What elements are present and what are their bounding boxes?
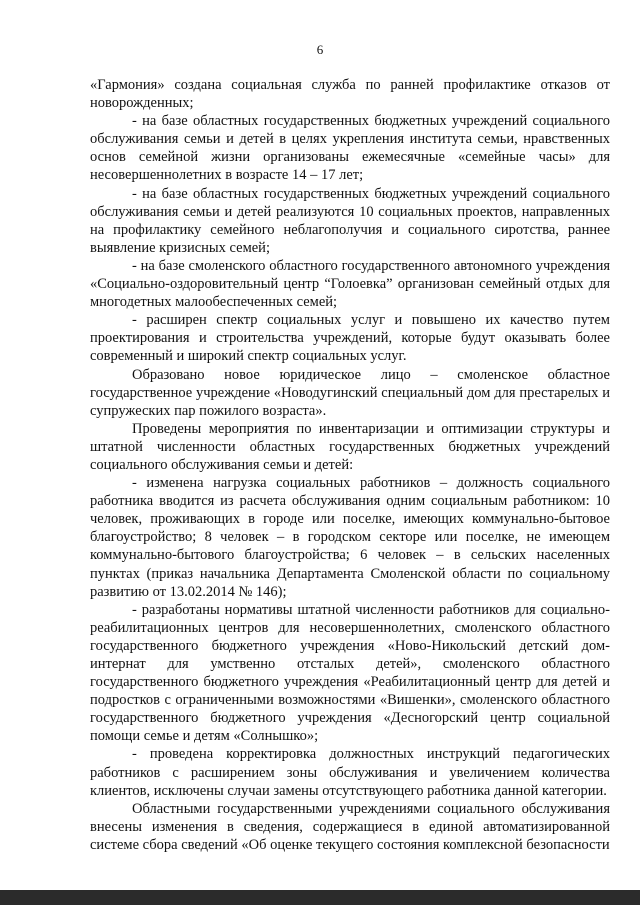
paragraph-workload-change: - изменена нагрузка социальных работников – должность социального работника вводится из расчета обслуживания одним социальным работником: 10 человек, проживающих в городе или поселке, имеющих коммунально-бытовое благоустройство; 8 человек – в городском секторе или поселке, не имеющем коммунально-бытового благоустройства; 6 человек – в сельских населенных пунктах (приказ начальника Департамента Смоленской области по социальному развитию от 13.02.2014 № 146); (90, 475, 610, 600)
paragraph-service-expansion: - расширен спектр социальных услуг и повышено их качество путем проектирования и строительства учреждений, которые будут оказывать более современный и широкий спектр социальных услуг. (90, 312, 610, 365)
paragraph-family-rest: - на базе смоленского областного государственного автономного учреждения «Социально-оздоровительный центр “Голоевка” организован семейный отдых для многодетных малообеспеченных семей; (90, 257, 610, 311)
paragraph-social-projects: - на базе областных государственных бюджетных учреждений социального обслуживания семьи и детей реализуются 10 социальных проектов, направленных на профилактику семейного неблагополучия и социального сиротства, раннее выявление кризисных семей; (90, 185, 610, 256)
paragraph-safety-system: Областными государственными учреждениями социального обслуживания внесены изменения в сведения, содержащиеся в единой автоматизированной системе сбора сведений «Об оценке текущего состояния комплексной безопасности (90, 800, 610, 853)
paragraph-job-instructions: - проведена корректировка должностных инструкций педагогических работников с расширением зоны обслуживания и увеличением количества клиентов, исключены случаи замены отсутствующего работника данной категории. (90, 746, 610, 799)
paragraph-staffing-norms: - разработаны нормативы штатной численности работников для социально-реабилитационных центров для несовершеннолетних, смоленского областного государственного бюджетного учреждения «Ново-Никольский детский дом-интернат для умственно отсталых детей», смоленского областного государственного бюджетного учреждения «Реабилитационный центр для детей и подростков с ограниченными возможностями «Вишенки», смоленского областного государственного бюджетного учреждения «Десногорский центр социальной помощи семье и детям «Солнышко»; (90, 601, 610, 745)
paragraph-family-hours: - на базе областных государственных бюджетных учреждений социального обслуживания семьи и детей в целях укрепления института семьи, нравственных основ семейной жизни организованы ежемесячные «семейные часы» для несовершеннолетних в возрасте 14 – 17 лет; (90, 113, 610, 184)
paragraph-continuation: «Гармония» создана социальная служба по ранней профилактике отказов от новорожденных; (90, 77, 610, 112)
paragraph-new-legal-entity: Образовано новое юридическое лицо – смоленское областное государственное учреждение «Новодугинский специальный дом для престарелых и супружеских пар пожилого возраста». (90, 366, 610, 419)
page-number: 6 (316, 42, 324, 57)
paragraph-optimization-intro: Проведены мероприятия по инвентаризации и оптимизации структуры и штатной численности областных государственных бюджетных учреждений социального обслуживания семьи и детей: (90, 420, 610, 473)
scan-edge-band (0, 890, 640, 905)
document-body (90, 76, 610, 854)
